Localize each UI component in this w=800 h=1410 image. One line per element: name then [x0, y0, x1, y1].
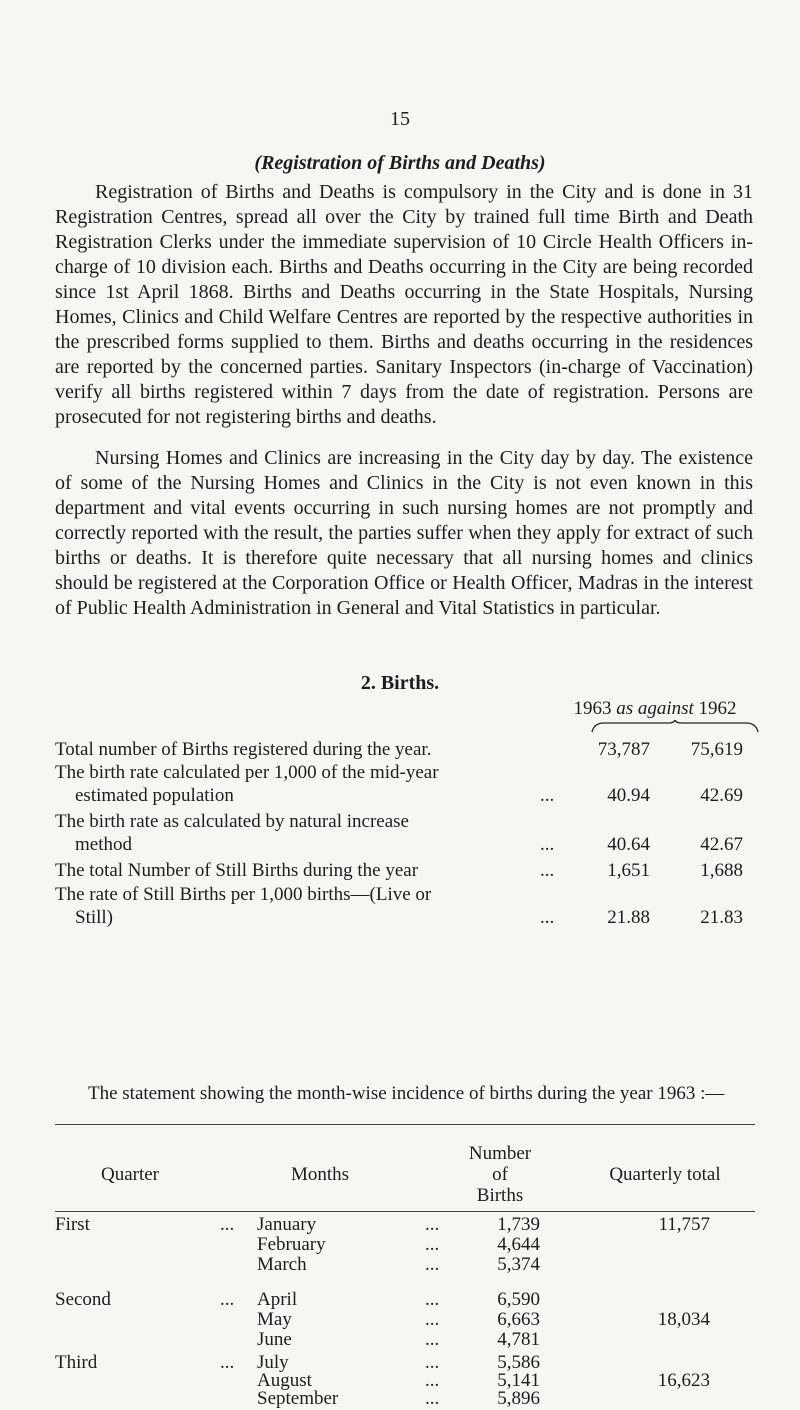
quarter-label: Third: [55, 1352, 98, 1373]
month-dots: ...: [425, 1309, 440, 1330]
statement-text: The statement showing the month-wise incidence of births during the year 1963 :—: [88, 1083, 725, 1104]
quarter-label: Second: [55, 1289, 111, 1310]
comparison-value-1962: 42.67: [700, 834, 743, 855]
quarter-label: First: [55, 1214, 90, 1235]
leader-dots: ...: [540, 834, 555, 855]
month-dots: ...: [425, 1329, 440, 1350]
col-header-quarterly-total: Quarterly total: [609, 1164, 721, 1185]
comparison-row-label-cont: estimated population: [75, 785, 234, 806]
month-label: April: [257, 1289, 298, 1310]
page-number: 15: [390, 108, 410, 130]
comparison-row-label-cont: method: [75, 834, 132, 855]
leader-dots: ...: [540, 907, 555, 928]
comparison-value-1963: 1,651: [607, 860, 650, 881]
comparison-row-label-cont: Still): [75, 907, 114, 928]
month-births: 1,739: [497, 1214, 540, 1235]
header-year-1962: 1962: [698, 698, 737, 719]
comparison-value-1962: 21.83: [700, 907, 743, 928]
month-births: 4,781: [497, 1329, 540, 1350]
month-dots: ...: [425, 1234, 440, 1255]
month-births: 5,374: [497, 1254, 540, 1275]
quarterly-total: 11,757: [658, 1214, 710, 1235]
quarter-dots: ...: [220, 1214, 235, 1235]
month-label: August: [257, 1370, 312, 1391]
quarter-dots: ...: [220, 1352, 235, 1373]
section-subtitle: (Registration of Births and Deaths): [254, 152, 546, 174]
month-label: July: [257, 1352, 289, 1373]
month-births: 4,644: [497, 1234, 540, 1255]
quarter-dots: ...: [220, 1289, 235, 1310]
col-header-quarter: Quarter: [100, 1164, 160, 1185]
month-dots: ...: [425, 1352, 440, 1373]
month-label: February: [257, 1234, 326, 1255]
comparison-value-1963: 21.88: [607, 907, 650, 928]
comparison-row-label: The rate of Still Births per 1,000 births—(Live or: [55, 884, 432, 905]
month-dots: ...: [425, 1388, 440, 1409]
month-births: 6,663: [497, 1309, 540, 1330]
comparison-value-1963: 40.64: [607, 834, 650, 855]
comparison-value-1962: 75,619: [690, 739, 743, 760]
comparison-row-label: The birth rate as calculated by natural increase: [55, 811, 409, 832]
month-births: 6,590: [497, 1289, 540, 1310]
leader-dots: ...: [540, 860, 555, 881]
month-births: 5,896: [497, 1388, 540, 1409]
col-header-births: Births: [476, 1185, 524, 1206]
comparison-value-1963: 73,787: [597, 739, 650, 760]
comparison-value-1962: 42.69: [700, 785, 743, 806]
month-label: March: [257, 1254, 307, 1275]
paragraph-registration: Registration of Births and Deaths is compulsory in the City and is done in 31 Registration Centres, spread all over the City by trained full time Birth and Death Registration Clerks under the immediate supervision of 10 Circle Health Officers in-charge of 10 division each. Births and Deaths occurring in the City are being recorded since 1st April 1868. Births and Deaths occurring in the State Hospitals, Nursing Homes, Clinics and Child Welfare Centres are reported by the respective authorities in the prescribed forms supplied to them. Births and deaths occurring in the residences are reported by the concerned parties. Sanitary Inspectors (in-charge of Vaccination) verify all births registered within 7 days from the date of registration. Persons are prosecuted for not registering births and deaths.: [55, 181, 753, 428]
col-header-number: Number: [468, 1143, 532, 1164]
month-dots: ...: [425, 1289, 440, 1310]
comparison-value-1962: 1,688: [700, 860, 743, 881]
month-dots: ...: [425, 1214, 440, 1235]
col-header-months: Months: [290, 1164, 350, 1185]
comparison-value-1963: 40.94: [607, 785, 650, 806]
paragraph-nursing-homes: Nursing Homes and Clinics are increasing in the City day by day. The existence of some of the Nursing Homes and Clinics in the City is not even known in this department and vital events occurring in such nursing homes are not promptly and correctly reported with the result, the parties suffer when they apply for extract of such births or deaths. It is therefore quite necessary that all nursing homes and clinics should be registered at the Corporation Office or Health Officer, Madras in the interest of Public Health Administration in General and Vital Statistics in particular.: [55, 447, 753, 619]
col-header-number-of: of: [492, 1164, 508, 1185]
month-label: May: [257, 1309, 292, 1330]
header-year-1963: 1963: [573, 698, 612, 719]
quarterly-total: 16,623: [657, 1370, 710, 1391]
leader-dots: ...: [540, 785, 555, 806]
month-births: 5,141: [497, 1370, 540, 1391]
month-births: 5,586: [497, 1352, 540, 1373]
comparison-row-label: The birth rate calculated per 1,000 of the mid-year: [55, 762, 439, 783]
table-header-rule: [55, 1211, 755, 1212]
comparison-row-label: Total number of Births registered during the year.: [55, 739, 432, 760]
month-dots: ...: [425, 1254, 440, 1275]
quarterly-total: 18,034: [657, 1309, 710, 1330]
comparison-header: [560, 698, 750, 720]
month-label: June: [257, 1329, 292, 1350]
month-label: September: [257, 1388, 339, 1409]
month-label: January: [257, 1214, 317, 1235]
births-section-title: 2. Births.: [360, 672, 440, 694]
brace-decoration: [590, 720, 760, 734]
comparison-row-label: The total Number of Still Births during the year: [55, 860, 419, 881]
header-as-against: as against: [616, 698, 694, 719]
table-top-rule: [55, 1124, 755, 1125]
month-dots: ...: [425, 1370, 440, 1391]
